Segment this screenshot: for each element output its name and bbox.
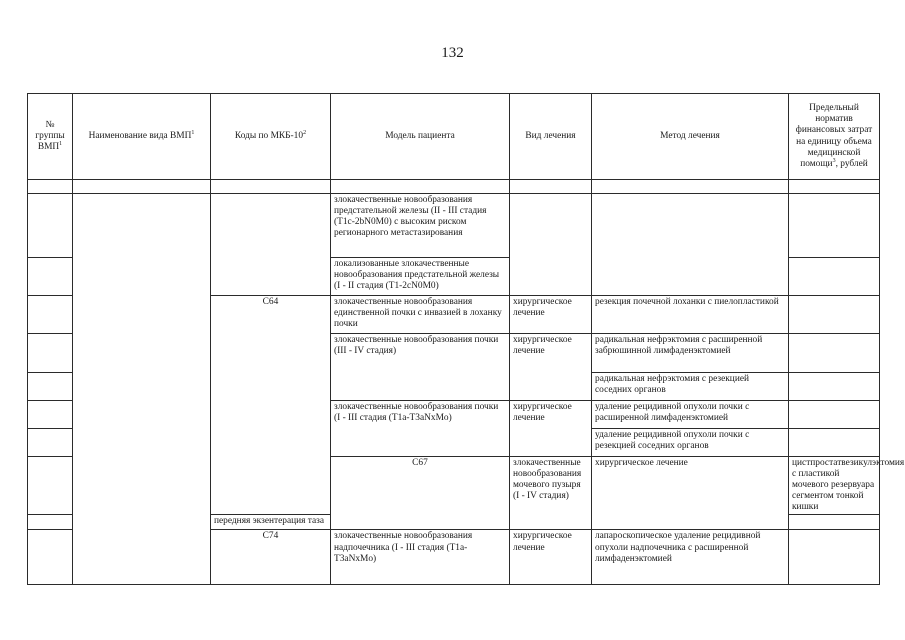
cell-patient-model: злокачественные новообразования почки (III - IV стадия) — [331, 334, 510, 401]
header-cost-norm: Предельный норматив финансовых затрат на единицу объема медицинской помощи$^3$, рублей — [789, 94, 880, 180]
cell-icd-code: C74 — [211, 530, 331, 585]
cell-treatment-type: хирургическое лечение — [510, 296, 592, 334]
cell-icd-code: C64 — [211, 296, 331, 515]
header-group-no: № группы ВМП$^1$ — [28, 94, 73, 180]
header-row — [28, 94, 880, 180]
header-icd-codes: Коды по МКБ-$10^2$ — [211, 94, 331, 180]
header-treatment-type: Вид лечения — [510, 94, 592, 180]
cell-treatment-type: хирургическое лечение — [592, 457, 789, 530]
header-treatment-method: Метод лечения — [592, 94, 789, 180]
cell-patient-model: злокачественные новообразования единственной почки с инвазией в лоханку почки — [331, 296, 510, 334]
cell-treatment-method: лапароскопическое удаление рецидивной опухоли надпочечника с расширенной лимфаденэктомией — [592, 530, 789, 585]
cell-treatment-method: цистпростатвезикулэктомия с пластикой мочевого резервуара сегментом тонкой кишки — [789, 457, 880, 515]
cell-treatment-method: радикальная нефрэктомия с расширенной забрюшинной лимфаденэктомией — [592, 334, 789, 373]
cell-patient-model: злокачественные новообразования мочевого пузыря (I - IV стадия) — [510, 457, 592, 530]
table-row — [28, 194, 880, 258]
page-number: 132 — [441, 45, 464, 61]
cell-treatment-type: хирургическое лечение — [510, 530, 592, 585]
cell-patient-model: злокачественные новообразования почки (I - III стадия (T1a-T3aNxMo) — [331, 401, 510, 457]
cell-icd-code: C67 — [331, 457, 510, 530]
cell-treatment-method: удаление рецидивной опухоли почки с расширенной лимфаденэктомией — [592, 401, 789, 429]
spacer-row — [28, 180, 880, 194]
header-patient-model: Модель пациента — [331, 94, 510, 180]
cell-treatment-method: резекция почечной лоханки с пиелопластикой — [592, 296, 789, 334]
cell-treatment-method: радикальная нефрэктомия с резекцией соседних органов — [592, 373, 789, 401]
cell-treatment-method: передняя экзентерация таза — [211, 515, 331, 530]
cell-treatment-method: удаление рецидивной опухоли почки с резекцией соседних органов — [592, 429, 789, 457]
vmp-table — [27, 93, 905, 585]
cell-patient-model: локализованные злокачественные новообразования предстательной железы (I - II стадия (T1-2cN0M0) — [331, 258, 510, 296]
cell-patient-model: злокачественные новообразования надпочечника (I - III стадия (T1a-T3aNxMo) — [331, 530, 510, 585]
cell-patient-model: злокачественные новообразования предстательной железы (II - III стадия (T1c-2bN0M0) с высоким риском регионарного метастазирования — [331, 194, 510, 258]
header-vmp-name: Наименование вида ВМП$^1$ — [73, 94, 211, 180]
cell-treatment-type: хирургическое лечение — [510, 334, 592, 401]
cell-treatment-type: хирургическое лечение — [510, 401, 592, 457]
